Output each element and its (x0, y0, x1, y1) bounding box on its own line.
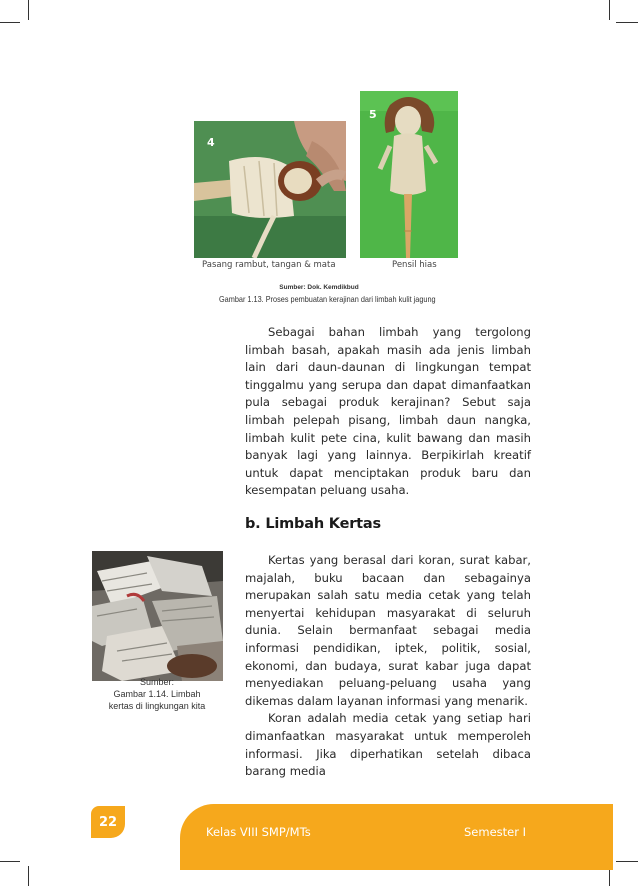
photo-number-4: 4 (207, 136, 215, 149)
crop-mark (616, 22, 638, 23)
crop-mark (28, 0, 29, 20)
crop-mark (616, 861, 638, 862)
section-heading: b. Limbah Kertas (245, 516, 381, 532)
footer-semester: Semester I (464, 825, 527, 839)
side-figure-caption-text: Gambar 1.14. Limbah kertas di lingkungan kita (108, 689, 206, 711)
photo-number-5: 5 (369, 108, 377, 121)
side-figure-caption (92, 676, 222, 712)
crop-mark (0, 22, 20, 23)
paragraph-text: Koran adalah media cetak yang setiap hari dimanfaatkan masyarakat untuk memperoleh informasi. Jika diperhatikan setelah dibaca barang media (245, 711, 531, 779)
figure-source: Sumber: Dok. Kemdikbud (279, 284, 359, 291)
body-paragraph-2 (245, 552, 531, 781)
paragraph-text: Kertas yang berasal dari koran, surat kabar, majalah, buku bacaan dan sebagainya merupakan salah satu media cetak yang telah menyertai kehidupan masyarakat di seluruh dunia. Selain bermanfaat sebagai media informasi pendidikan, iptek, politik, sosial, ekonomi, dan budaya, surat kabar juga dapat menyediakan peluang-peluang usaha yang dikemas dalam layanan informasi yang menarik. (245, 553, 531, 708)
body-paragraph-1 (245, 324, 531, 500)
photo-waste-paper (92, 551, 223, 681)
photo-corn-husk-doll-assembly (194, 121, 346, 258)
photo5-caption: Pensil hias (392, 260, 437, 270)
crop-mark (609, 0, 610, 20)
photo4-caption: Pasang rambut, tangan & mata (202, 260, 336, 270)
photo-decorative-pencil (360, 91, 458, 258)
crop-mark (28, 866, 29, 886)
side-figure-source: Sumber: (139, 677, 174, 687)
crop-mark (0, 861, 20, 862)
paragraph-text: Sebagai bahan limbah yang tergolong limbah basah, apakah masih ada jenis limbah lain dari daun-daunan di lingkungan tempat tinggalmu yang serupa dan dapat dimanfaatkan pula sebagai produk kerajinan? Sebut saja limbah pelepah pisang, limbah daun nangka, limbah kulit pete cina, kulit bawang dan masih banyak lagi yang lainnya. Berpikirlah kreatif untuk dapat menciptakan produk baru dan kesempatan peluang usaha. (245, 325, 531, 498)
page-number: 22 (91, 806, 125, 838)
footer-book-title: Kelas VIII SMP/MTs (206, 825, 311, 839)
figure-caption: Gambar 1.13. Proses pembuatan kerajinan dari limbah kulit jagung (219, 294, 436, 304)
